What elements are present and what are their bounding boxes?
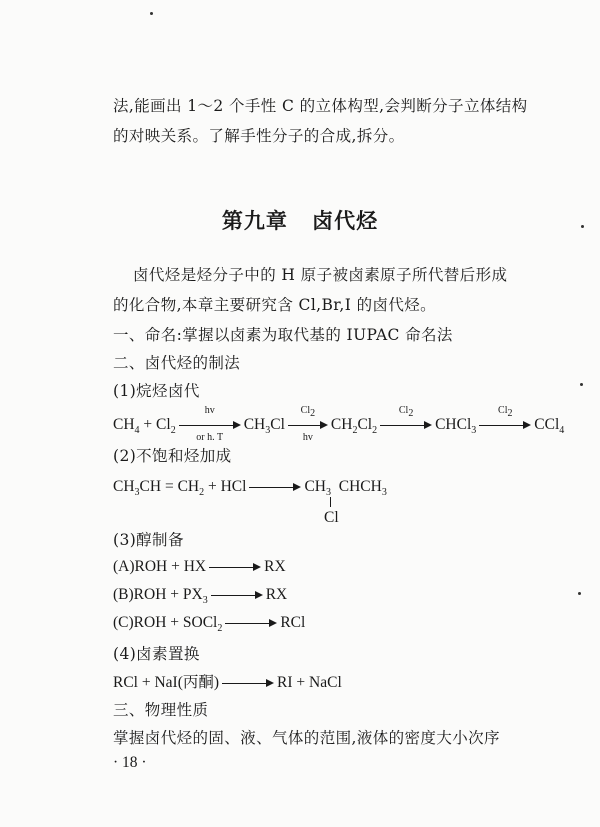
text-line: 掌握卤代烃的固、液、气体的范围,液体的密度大小次序 bbox=[113, 729, 500, 747]
reaction-arrow bbox=[249, 480, 301, 494]
chapter-number: 第九章 bbox=[221, 209, 288, 233]
text-line: 法,能画出 1～2 个手性 C 的立体构型,会判断分子立体结构 bbox=[113, 97, 528, 115]
arrow-label: or h. T bbox=[196, 432, 224, 444]
equation-3a: (A)ROH + HX RX bbox=[113, 558, 286, 575]
subsection-heading: (1)烷烃卤代 bbox=[113, 382, 200, 400]
reaction-arrow bbox=[479, 405, 531, 432]
reaction-arrow bbox=[380, 405, 432, 432]
equation-4: RCl + NaI(丙酮) RI + NaCl bbox=[113, 674, 342, 691]
scan-speck bbox=[150, 12, 153, 15]
subsection-heading: (4)卤素置换 bbox=[113, 645, 200, 663]
equation-alkene-addition: $CH_3CH = CH_2$ + HCl $CH_3$ $CHCH_3$ bbox=[113, 478, 387, 499]
equation-3c: (C)ROH + SOCl$_2$ RCl bbox=[113, 614, 306, 635]
section-heading: 二、卤代烃的制法 bbox=[113, 354, 241, 372]
reaction-arrow bbox=[179, 405, 241, 444]
chapter-title bbox=[0, 205, 600, 235]
scan-speck bbox=[581, 225, 584, 228]
arrow-label: $Cl_2$ bbox=[398, 405, 414, 420]
equation-alkane-halogenation: $CH_4 + Cl_2$ $\frac{hv}{\text{or h. T}}$ $CH_3Cl$ $\frac{Cl_2}{hv}$ $CH_2Cl_2$ $Cl_2$ CHCl$_3$ $Cl_2$ CCl$_4$ bbox=[113, 405, 565, 444]
arrow-label: hv bbox=[302, 432, 313, 444]
arrow-label: $Cl_2$ bbox=[498, 405, 513, 420]
page-number: · 18 · bbox=[113, 754, 147, 771]
intro-line: 的化合物,本章主要研究含 Cl,Br,I 的卤代烃。 bbox=[113, 296, 437, 314]
section-heading: 一、命名:掌握以卤素为取代基的 IUPAC 命名法 bbox=[113, 326, 453, 344]
intro-line: 卤代烃是烃分子中的 H 原子被卤素原子所代替后形成 bbox=[133, 266, 508, 284]
scan-speck bbox=[578, 592, 581, 595]
reaction-arrow bbox=[225, 616, 277, 630]
reaction-arrow bbox=[288, 405, 328, 444]
reaction-arrow bbox=[209, 560, 261, 574]
chlorine-substituent: Cl bbox=[324, 509, 339, 526]
chapter-name: 卤代烃 bbox=[312, 209, 379, 233]
text-line: 的对映关系。了解手性分子的合成,拆分。 bbox=[113, 127, 405, 145]
subsection-heading: (2)不饱和烃加成 bbox=[113, 447, 232, 465]
equation-3b: $(B)ROH + PX_3$ RX bbox=[113, 586, 288, 607]
section-heading: 三、物理性质 bbox=[113, 701, 209, 719]
bond-line bbox=[330, 497, 331, 507]
reaction-arrow bbox=[211, 588, 263, 602]
arrow-label: hv bbox=[204, 405, 215, 417]
scan-speck bbox=[580, 383, 583, 386]
subsection-heading: (3)醇制备 bbox=[113, 531, 184, 549]
arrow-label: $Cl_2$ bbox=[300, 405, 316, 420]
reaction-arrow bbox=[222, 676, 274, 690]
